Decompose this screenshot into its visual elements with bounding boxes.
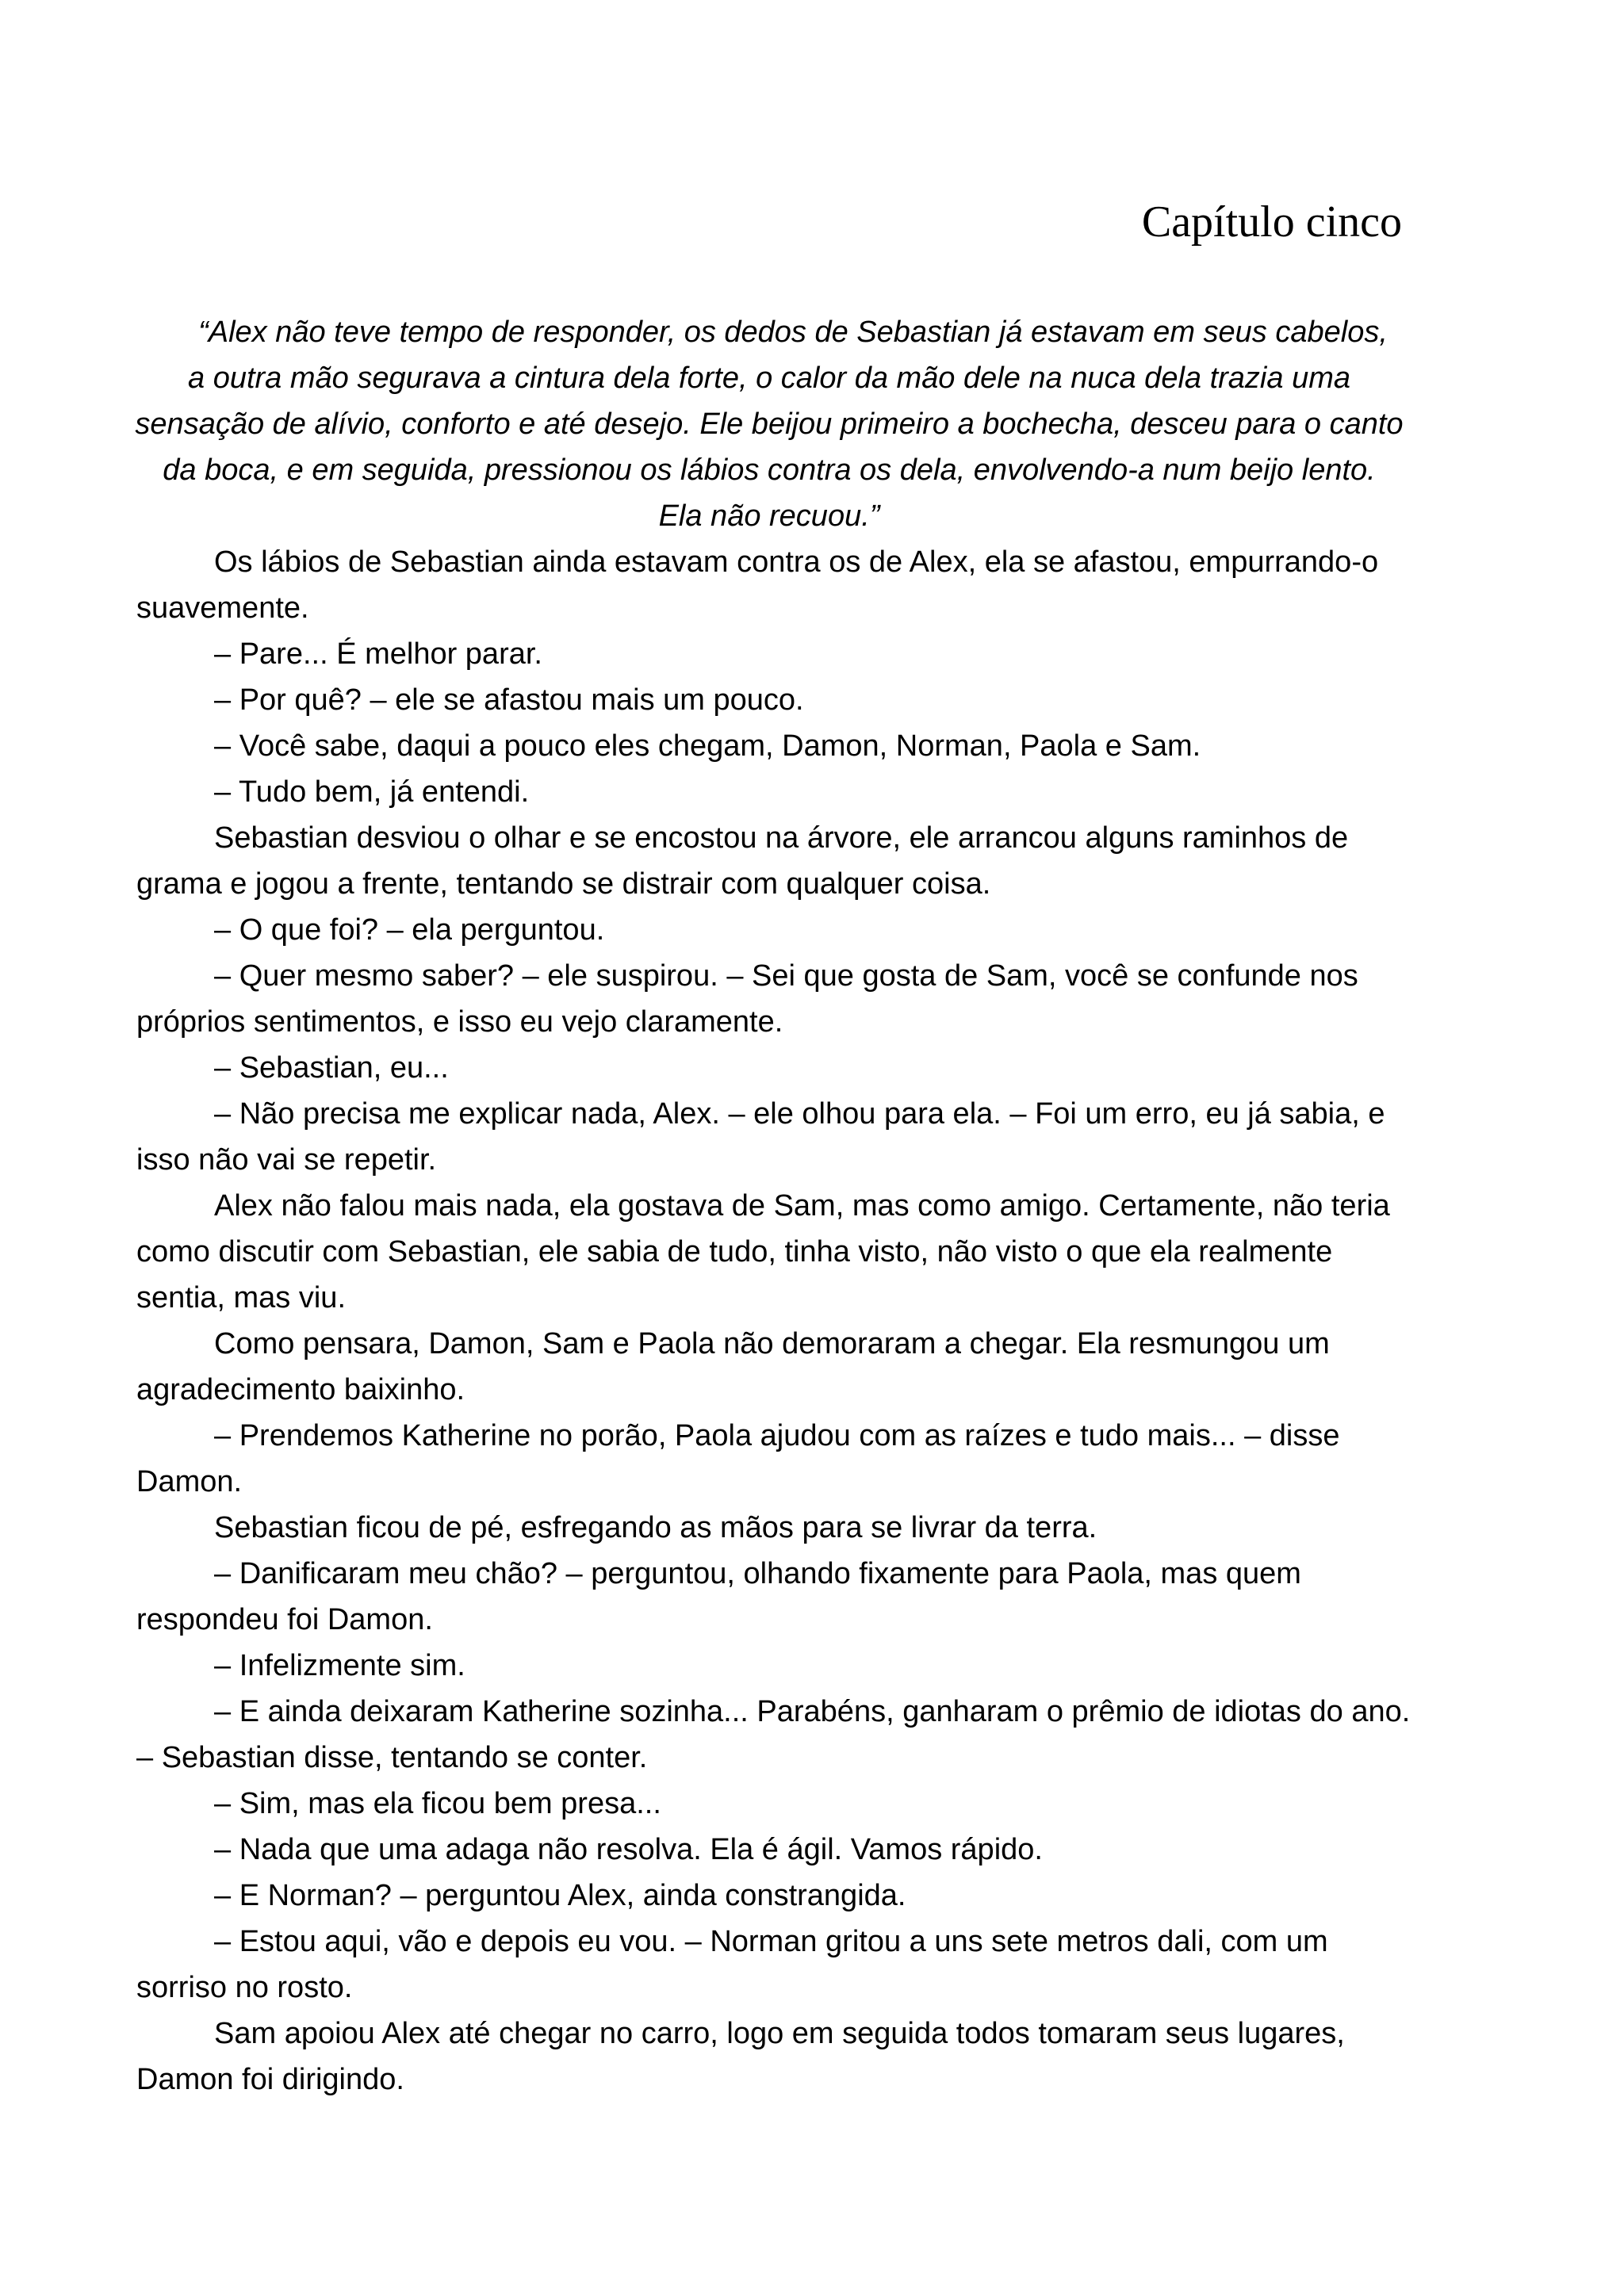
paragraph <box>136 631 1421 677</box>
paragraph-line: – Danificaram meu chão? – perguntou, olhando fixamente para Paola, mas quem <box>214 1557 1301 1590</box>
epigraph-line: a outra mão segurava a cintura dela forte, o calor da mão dele na nuca dela trazia uma <box>188 362 1350 395</box>
paragraph-line: – O que foi? – ela perguntou. <box>214 913 605 947</box>
paragraph-line: Damon. <box>136 1465 243 1498</box>
paragraph-line: sorriso no rosto. <box>136 1971 353 2004</box>
paragraph-line: – Estou aqui, vão e depois eu vou. – Norman gritou a uns sete metros dali, com um <box>214 1925 1328 1958</box>
paragraph-line: respondeu foi Damon. <box>136 1603 433 1636</box>
paragraph-line: grama e jogou a frente, tentando se distrair com qualquer coisa. <box>136 867 991 901</box>
paragraph <box>136 539 1421 631</box>
paragraph <box>136 2011 1421 2103</box>
paragraph-line: – Não precisa me explicar nada, Alex. – ele olhou para ela. – Foi um erro, eu já sabia, e <box>214 1097 1385 1131</box>
epigraph <box>135 309 1404 539</box>
paragraph <box>136 1919 1421 2011</box>
paragraph <box>136 1873 1421 1919</box>
paragraph-line: – Sim, mas ela ficou bem presa... <box>214 1787 661 1820</box>
paragraph <box>136 1781 1421 1827</box>
paragraph-line: isso não vai se repetir. <box>136 1143 437 1177</box>
paragraph <box>136 769 1421 815</box>
paragraph <box>136 1413 1421 1505</box>
body-text <box>136 539 1421 2103</box>
paragraph-line: – Infelizmente sim. <box>214 1649 465 1682</box>
paragraph-line: suavemente. <box>136 591 309 625</box>
paragraph-line: – Quer mesmo saber? – ele suspirou. – Sei que gosta de Sam, você se confunde nos <box>214 959 1358 993</box>
paragraph-line: Como pensara, Damon, Sam e Paola não demoraram a chegar. Ela resmungou um <box>214 1327 1330 1360</box>
paragraph-line: – Sebastian, eu... <box>214 1051 449 1085</box>
paragraph-line: sentia, mas viu. <box>136 1281 346 1314</box>
paragraph <box>136 953 1421 1045</box>
paragraph-line: Sebastian desviou o olhar e se encostou na árvore, ele arrancou alguns raminhos de <box>214 821 1349 855</box>
paragraph-line: – E ainda deixaram Katherine sozinha... Parabéns, ganharam o prêmio de idiotas do ano. <box>214 1695 1411 1728</box>
paragraph-line: como discutir com Sebastian, ele sabia de tudo, tinha visto, não visto o que ela realmente <box>136 1235 1333 1269</box>
paragraph <box>136 1321 1421 1413</box>
paragraph <box>136 1827 1421 1873</box>
paragraph <box>136 1643 1421 1689</box>
paragraph <box>136 815 1421 907</box>
paragraph-line: – Por quê? – ele se afastou mais um pouco. <box>214 683 804 717</box>
epigraph-line: Ela não recuou.” <box>658 499 880 533</box>
paragraph <box>136 723 1421 769</box>
paragraph-line: Damon foi dirigindo. <box>136 2063 404 2096</box>
paragraph-line: – Sebastian disse, tentando se conter. <box>136 1741 648 1774</box>
paragraph-line: Alex não falou mais nada, ela gostava de Sam, mas como amigo. Certamente, não teria <box>214 1189 1390 1223</box>
paragraph-line: Sam apoiou Alex até chegar no carro, logo em seguida todos tomaram seus lugares, <box>214 2017 1345 2050</box>
paragraph-line: agradecimento baixinho. <box>136 1373 465 1406</box>
paragraph <box>136 1183 1421 1321</box>
paragraph-line: Sebastian ficou de pé, esfregando as mãos para se livrar da terra. <box>214 1511 1097 1544</box>
paragraph <box>136 1551 1421 1643</box>
paragraph-line: – Nada que uma adaga não resolva. Ela é ágil. Vamos rápido. <box>214 1833 1043 1866</box>
paragraph <box>136 1689 1421 1781</box>
epigraph-line: da boca, e em seguida, pressionou os lábios contra os dela, envolvendo-a num beijo lento. <box>163 453 1376 487</box>
chapter-title: Capítulo cinco <box>1141 197 1402 247</box>
paragraph <box>136 1045 1421 1091</box>
paragraph <box>136 907 1421 953</box>
epigraph-line: “Alex não teve tempo de responder, os dedos de Sebastian já estavam em seus cabelos, <box>198 316 1388 349</box>
paragraph-line: – Pare... É melhor parar. <box>214 637 542 671</box>
paragraph-line: – Prendemos Katherine no porão, Paola ajudou com as raízes e tudo mais... – disse <box>214 1419 1340 1452</box>
epigraph-line: sensação de alívio, conforto e até desejo. Ele beijou primeiro a bochecha, desceu para o canto <box>135 408 1404 441</box>
paragraph-line: próprios sentimentos, e isso eu vejo claramente. <box>136 1005 783 1039</box>
paragraph-line: – Você sabe, daqui a pouco eles chegam, Damon, Norman, Paola e Sam. <box>214 729 1201 763</box>
paragraph <box>136 677 1421 723</box>
paragraph-line: Os lábios de Sebastian ainda estavam contra os de Alex, ela se afastou, empurrando-o <box>214 545 1379 579</box>
paragraph <box>136 1505 1421 1551</box>
paragraph <box>136 1091 1421 1183</box>
paragraph-line: – Tudo bem, já entendi. <box>214 775 530 809</box>
paragraph-line: – E Norman? – perguntou Alex, ainda constrangida. <box>214 1879 906 1912</box>
